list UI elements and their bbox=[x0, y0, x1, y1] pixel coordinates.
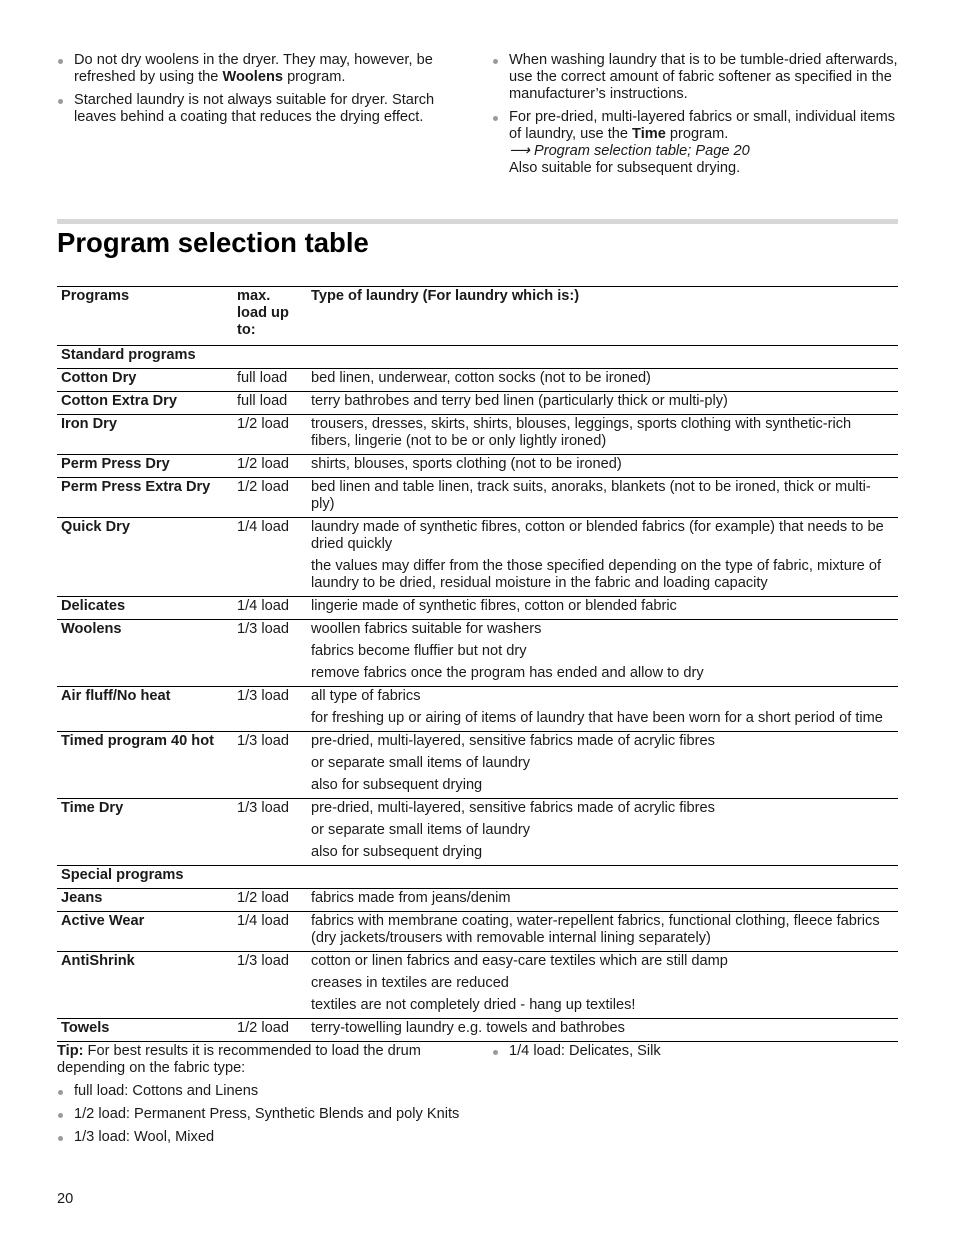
laundry-type: also for subsequent drying bbox=[311, 844, 483, 860]
table-row bbox=[57, 709, 898, 732]
max-load: 1/3 load bbox=[233, 732, 307, 755]
table-row bbox=[57, 952, 898, 975]
table-row bbox=[57, 754, 898, 776]
section-header-row bbox=[57, 866, 898, 889]
empty-cell bbox=[57, 642, 233, 664]
intro-left-item: Starched laundry is not always suitable for dryer. Starch leaves behind a coating that reduces the drying effect. bbox=[57, 92, 467, 126]
empty-cell bbox=[233, 642, 307, 664]
program-selection-table bbox=[57, 286, 898, 1042]
intro-left-item: Do not dry woolens in the dryer. They may, however, be refreshed by using the Woolens program. bbox=[57, 52, 467, 86]
max-load: 1/4 load bbox=[233, 518, 307, 558]
empty-cell bbox=[233, 821, 307, 843]
laundry-type: textiles are not completely dried - hang up textiles! bbox=[311, 997, 636, 1013]
program-name: Air fluff/No heat bbox=[57, 687, 233, 710]
tip-item: 1/2 load: Permanent Press, Synthetic Blends and poly Knits bbox=[57, 1106, 467, 1123]
max-load: 1/2 load bbox=[233, 415, 307, 455]
laundry-type: pre-dried, multi-layered, sensitive fabrics made of acrylic fibres bbox=[307, 732, 898, 755]
max-load: 1/4 load bbox=[233, 912, 307, 952]
table-row bbox=[57, 664, 898, 687]
laundry-type: bed linen and table linen, track suits, anoraks, blankets (not to be ironed, thick or multi-ply) bbox=[307, 478, 898, 518]
laundry-type: also for subsequent drying bbox=[311, 777, 483, 793]
program-name: Timed program 40 hot bbox=[57, 732, 233, 755]
table-row bbox=[57, 455, 898, 478]
empty-cell bbox=[233, 664, 307, 687]
laundry-type: fabrics become fluffier but not dry bbox=[311, 643, 527, 659]
tip-text: Tip: For best results it is recommended to load the drum depending on the fabric type: bbox=[57, 1043, 421, 1076]
intro-right-item: When washing laundry that is to be tumble-dried afterwards, use the correct amount of fabric softener as specified in the manufacturer’s instructions. bbox=[492, 52, 898, 103]
intro-left-list bbox=[57, 52, 467, 132]
empty-cell bbox=[57, 996, 233, 1019]
empty-cell bbox=[233, 843, 307, 866]
table-body bbox=[57, 287, 898, 1042]
empty-cell bbox=[57, 709, 233, 732]
empty-cell bbox=[57, 974, 233, 996]
table-row bbox=[57, 889, 898, 912]
empty-cell bbox=[233, 754, 307, 776]
laundry-type: woollen fabrics suitable for washers bbox=[307, 620, 898, 643]
laundry-type: or separate small items of laundry bbox=[311, 755, 530, 771]
empty-cell bbox=[233, 557, 307, 597]
table-row bbox=[57, 369, 898, 392]
empty-cell bbox=[233, 776, 307, 799]
laundry-type: trousers, dresses, skirts, shirts, blouses, leggings, sports clothing with synthetic-rich fibers, lingerie (not to be or only lightly ironed) bbox=[307, 415, 898, 455]
empty-cell bbox=[57, 776, 233, 799]
laundry-type: fabrics made from jeans/denim bbox=[307, 889, 898, 912]
table-row bbox=[57, 821, 898, 843]
section-header-row bbox=[57, 346, 898, 369]
empty-cell bbox=[233, 974, 307, 996]
laundry-type: the values may differ from the those specified depending on the type of fabric, mixture of laundry to be dried, residual moisture in the fabric and loading capacity bbox=[311, 558, 882, 591]
tip-list-right bbox=[492, 1043, 898, 1066]
program-name: Iron Dry bbox=[57, 415, 233, 455]
max-load: 1/3 load bbox=[233, 952, 307, 975]
empty-cell bbox=[57, 664, 233, 687]
program-name: Towels bbox=[57, 1019, 233, 1042]
max-load: 1/3 load bbox=[233, 620, 307, 643]
column-header-max-load: max. load up to: bbox=[237, 288, 289, 338]
tip-item: 1/4 load: Delicates, Silk bbox=[492, 1043, 898, 1060]
empty-cell bbox=[57, 557, 233, 597]
program-name: AntiShrink bbox=[57, 952, 233, 975]
program-name: Time Dry bbox=[57, 799, 233, 822]
laundry-type: laundry made of synthetic fibres, cotton or blended fabrics (for example) that needs to be dried quickly bbox=[307, 518, 898, 558]
column-header-programs: Programs bbox=[61, 288, 130, 304]
max-load: full load bbox=[233, 369, 307, 392]
max-load: full load bbox=[233, 392, 307, 415]
program-name: Active Wear bbox=[57, 912, 233, 952]
max-load: 1/2 load bbox=[233, 478, 307, 518]
tip-item: 1/3 load: Wool, Mixed bbox=[57, 1129, 467, 1146]
laundry-type: shirts, blouses, sports clothing (not to be ironed) bbox=[307, 455, 898, 478]
intro-right-list bbox=[492, 52, 898, 183]
table-row bbox=[57, 478, 898, 518]
tip-list-left bbox=[57, 1083, 467, 1146]
tip-block bbox=[57, 1043, 467, 1152]
table-row bbox=[57, 974, 898, 996]
table-row bbox=[57, 557, 898, 597]
laundry-type: creases in textiles are reduced bbox=[311, 975, 509, 991]
tip-label: Tip: bbox=[57, 1043, 84, 1059]
table-row bbox=[57, 776, 898, 799]
table-row bbox=[57, 843, 898, 866]
cross-reference-link[interactable]: ⟶ Program selection table; Page 20 bbox=[509, 143, 750, 159]
laundry-type: terry-towelling laundry e.g. towels and bathrobes bbox=[307, 1019, 898, 1042]
table-header-row bbox=[57, 287, 898, 346]
column-header-type-of-laundry: Type of laundry (For laundry which is:) bbox=[311, 288, 580, 304]
table-row bbox=[57, 597, 898, 620]
program-name: Cotton Dry bbox=[57, 369, 233, 392]
table-row bbox=[57, 799, 898, 822]
empty-cell bbox=[233, 709, 307, 732]
laundry-type: lingerie made of synthetic fibres, cotton or blended fabric bbox=[307, 597, 898, 620]
program-name: Woolens bbox=[57, 620, 233, 643]
max-load: 1/4 load bbox=[233, 597, 307, 620]
laundry-type: or separate small items of laundry bbox=[311, 822, 530, 838]
tip-item: full load: Cottons and Linens bbox=[57, 1083, 467, 1100]
empty-cell bbox=[57, 843, 233, 866]
program-name: Perm Press Dry bbox=[57, 455, 233, 478]
intro-right-item: For pre-dried, multi-layered fabrics or small, individual items of laundry, use the Time program. ⟶ Program selection table; Page 20 Also suitable for subsequent drying. bbox=[492, 109, 898, 177]
laundry-type: fabrics with membrane coating, water-repellent fabrics, functional clothing, fleece fabrics (dry jackets/trousers with removable internal lining separately) bbox=[307, 912, 898, 952]
laundry-type: cotton or linen fabrics and easy-care textiles which are still damp bbox=[307, 952, 898, 975]
laundry-type: for freshing up or airing of items of laundry that have been worn for a short period of time bbox=[311, 710, 883, 726]
laundry-type: remove fabrics once the program has ended and allow to dry bbox=[311, 665, 704, 681]
section-title: Special programs bbox=[57, 866, 898, 889]
section-title: Standard programs bbox=[57, 346, 898, 369]
table-row bbox=[57, 642, 898, 664]
table-row bbox=[57, 415, 898, 455]
program-name: Cotton Extra Dry bbox=[57, 392, 233, 415]
program-name: Jeans bbox=[57, 889, 233, 912]
table-row bbox=[57, 996, 898, 1019]
program-name: Delicates bbox=[57, 597, 233, 620]
max-load: 1/3 load bbox=[233, 799, 307, 822]
empty-cell bbox=[233, 996, 307, 1019]
empty-cell bbox=[57, 821, 233, 843]
laundry-type: bed linen, underwear, cotton socks (not to be ironed) bbox=[307, 369, 898, 392]
table-row bbox=[57, 1019, 898, 1042]
max-load: 1/2 load bbox=[233, 889, 307, 912]
laundry-type: all type of fabrics bbox=[307, 687, 898, 710]
table-row bbox=[57, 687, 898, 710]
page-number: 20 bbox=[57, 1191, 74, 1207]
laundry-type: pre-dried, multi-layered, sensitive fabrics made of acrylic fibres bbox=[307, 799, 898, 822]
max-load: 1/3 load bbox=[233, 687, 307, 710]
laundry-type: terry bathrobes and terry bed linen (particularly thick or multi-ply) bbox=[307, 392, 898, 415]
table-row bbox=[57, 518, 898, 558]
table-row bbox=[57, 912, 898, 952]
table-row bbox=[57, 732, 898, 755]
empty-cell bbox=[57, 754, 233, 776]
table-row bbox=[57, 392, 898, 415]
program-name: Quick Dry bbox=[57, 518, 233, 558]
max-load: 1/2 load bbox=[233, 1019, 307, 1042]
page-title: Program selection table bbox=[57, 227, 369, 258]
section-divider bbox=[57, 219, 898, 224]
table-row bbox=[57, 620, 898, 643]
program-name: Perm Press Extra Dry bbox=[57, 478, 233, 518]
max-load: 1/2 load bbox=[233, 455, 307, 478]
